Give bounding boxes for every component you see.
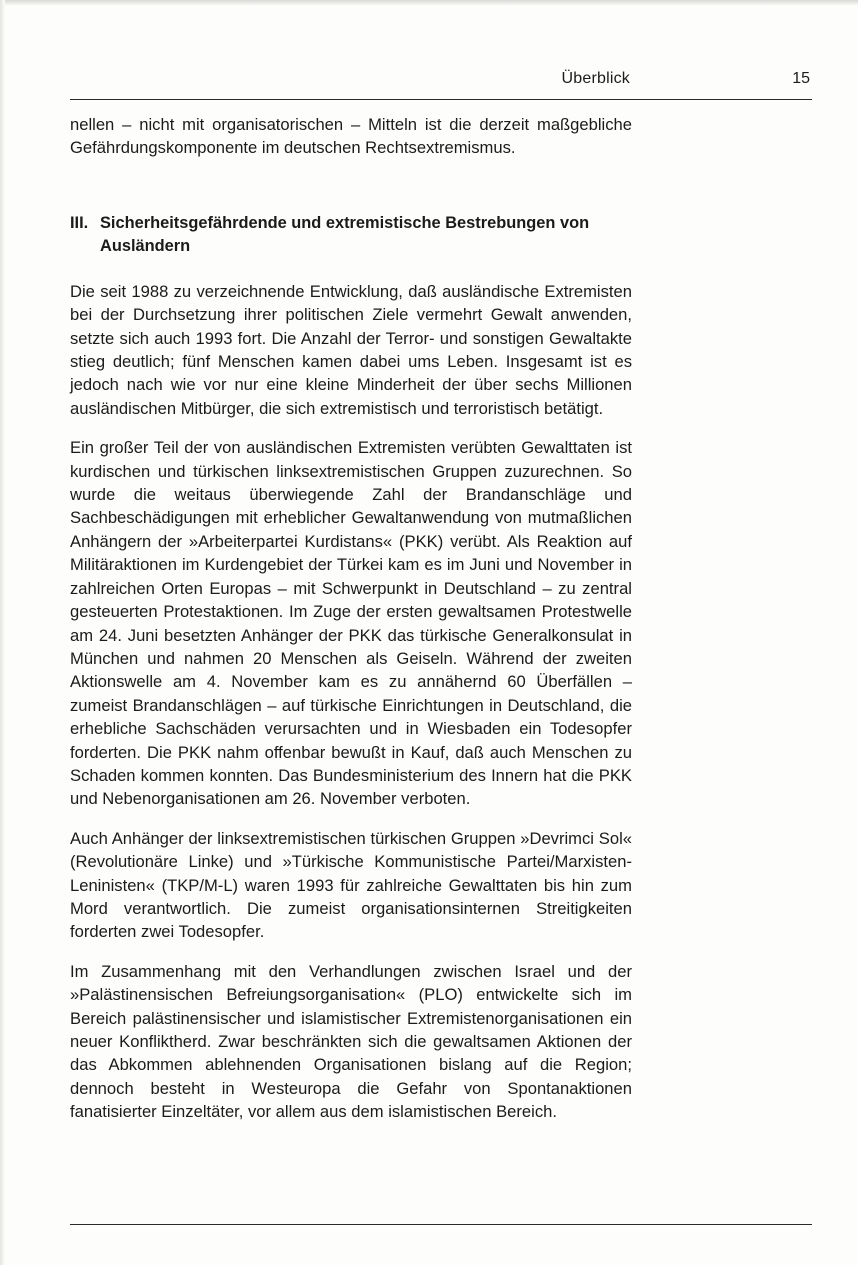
section-title: Sicherheitsgefährdende und extremistische Bestrebungen von Ausländern (100, 213, 590, 255)
page-body (70, 113, 632, 1140)
page-left-edge (0, 0, 5, 1265)
footer-rule (70, 1224, 812, 1225)
body-paragraph-4: Im Zusammenhang mit den Verhandlungen zwischen Israel und der »Palästinensischen Befreiungsorganisation« (PLO) entwickelte sich im Bereich palästinensischer und islamistischer Extremistenorganisationen ein neuer Konfliktherd. Zwar beschränkten sich die gewaltsamen Aktionen der das Abkommen ablehnenden Organisationen bislang auf die Region; dennoch besteht in Westeuropa die Gefahr von Spontanaktionen fanatisierter Einzeltäter, vor allem aus dem islamistischen Bereich. (70, 961, 632, 1122)
running-header (70, 66, 812, 96)
header-rule (70, 99, 812, 100)
body-paragraph-2: Ein großer Teil der von ausländischen Extremisten verübten Gewalttaten ist kurdischen und türkischen linksextremistischen Gruppen zuzurechnen. So wurde die weitaus überwiegende Zahl der Brandanschläge und Sachbeschädigungen mit erheblicher Gewaltanwendung von mutmaßlichen Anhängern der »Arbeiterpartei Kurdistans« (PKK) verübt. Als Reaktion auf Militäraktionen im Kurdengebiet der Türkei kam es im Juni und November in zahlreichen Orten Europas – mit Schwerpunkt in Deutschland – zu zentral gesteuerten Protestaktionen. Im Zuge der ersten gewaltsamen Protestwelle am 24. Juni besetzten Anhänger der PKK das türkische Generalkonsulat in München und nahmen 20 Menschen als Geiseln. Während der zweiten Aktionswelle am 4. November kam es zu annähernd 60 Überfällen – zumeist Brandanschlägen – auf türkische Einrichtungen in Deutschland, die erhebliche Sachschäden verursachten und in Wiesbaden ein Todesopfer forderten. Die PKK nahm offenbar bewußt in Kauf, daß auch Menschen zu Schaden kommen konnten. Das Bundesministerium des Innern hat die PKK und Nebenorganisationen am 26. November verboten. (70, 438, 632, 809)
section-number: III. (70, 213, 89, 232)
body-paragraph-1: Die seit 1988 zu verzeichnende Entwicklung, daß ausländische Extremisten bei der Durchsetzung ihrer politischen Ziele vermehrt Gewalt anwenden, setzte sich auch 1993 fort. Die Anzahl der Terror- und sonstigen Gewaltakte stieg deutlich; fünf Menschen kamen dabei ums Leben. Insgesamt ist es jedoch nach wie vor nur eine kleine Minderheit der über sechs Millionen ausländischen Mitbürger, die sich extremistisch und terroristisch betätigt. (70, 281, 632, 418)
section-heading (70, 212, 632, 258)
page-number: 15 (792, 70, 810, 87)
page-top-edge (0, 0, 858, 6)
running-header-title: Überblick (561, 70, 630, 87)
body-paragraph-3: Auch Anhänger der linksextremistischen türkischen Gruppen »Devrimci Sol« (Revolutionäre Linke) und »Türkische Kommunistische Partei/Marxisten-Leninisten« (TKP/M-L) waren 1993 für zahlreiche Gewalttaten bis hin zum Mord verantwortlich. Die zumeist organisationsinternen Streitigkeiten forderten zwei Todesopfer. (70, 828, 632, 942)
continued-paragraph: nellen – nicht mit organisatorischen – Mitteln ist die derzeit maßgebliche Gefährdungskomponente im deutschen Rechtsextremismus. (70, 115, 632, 158)
